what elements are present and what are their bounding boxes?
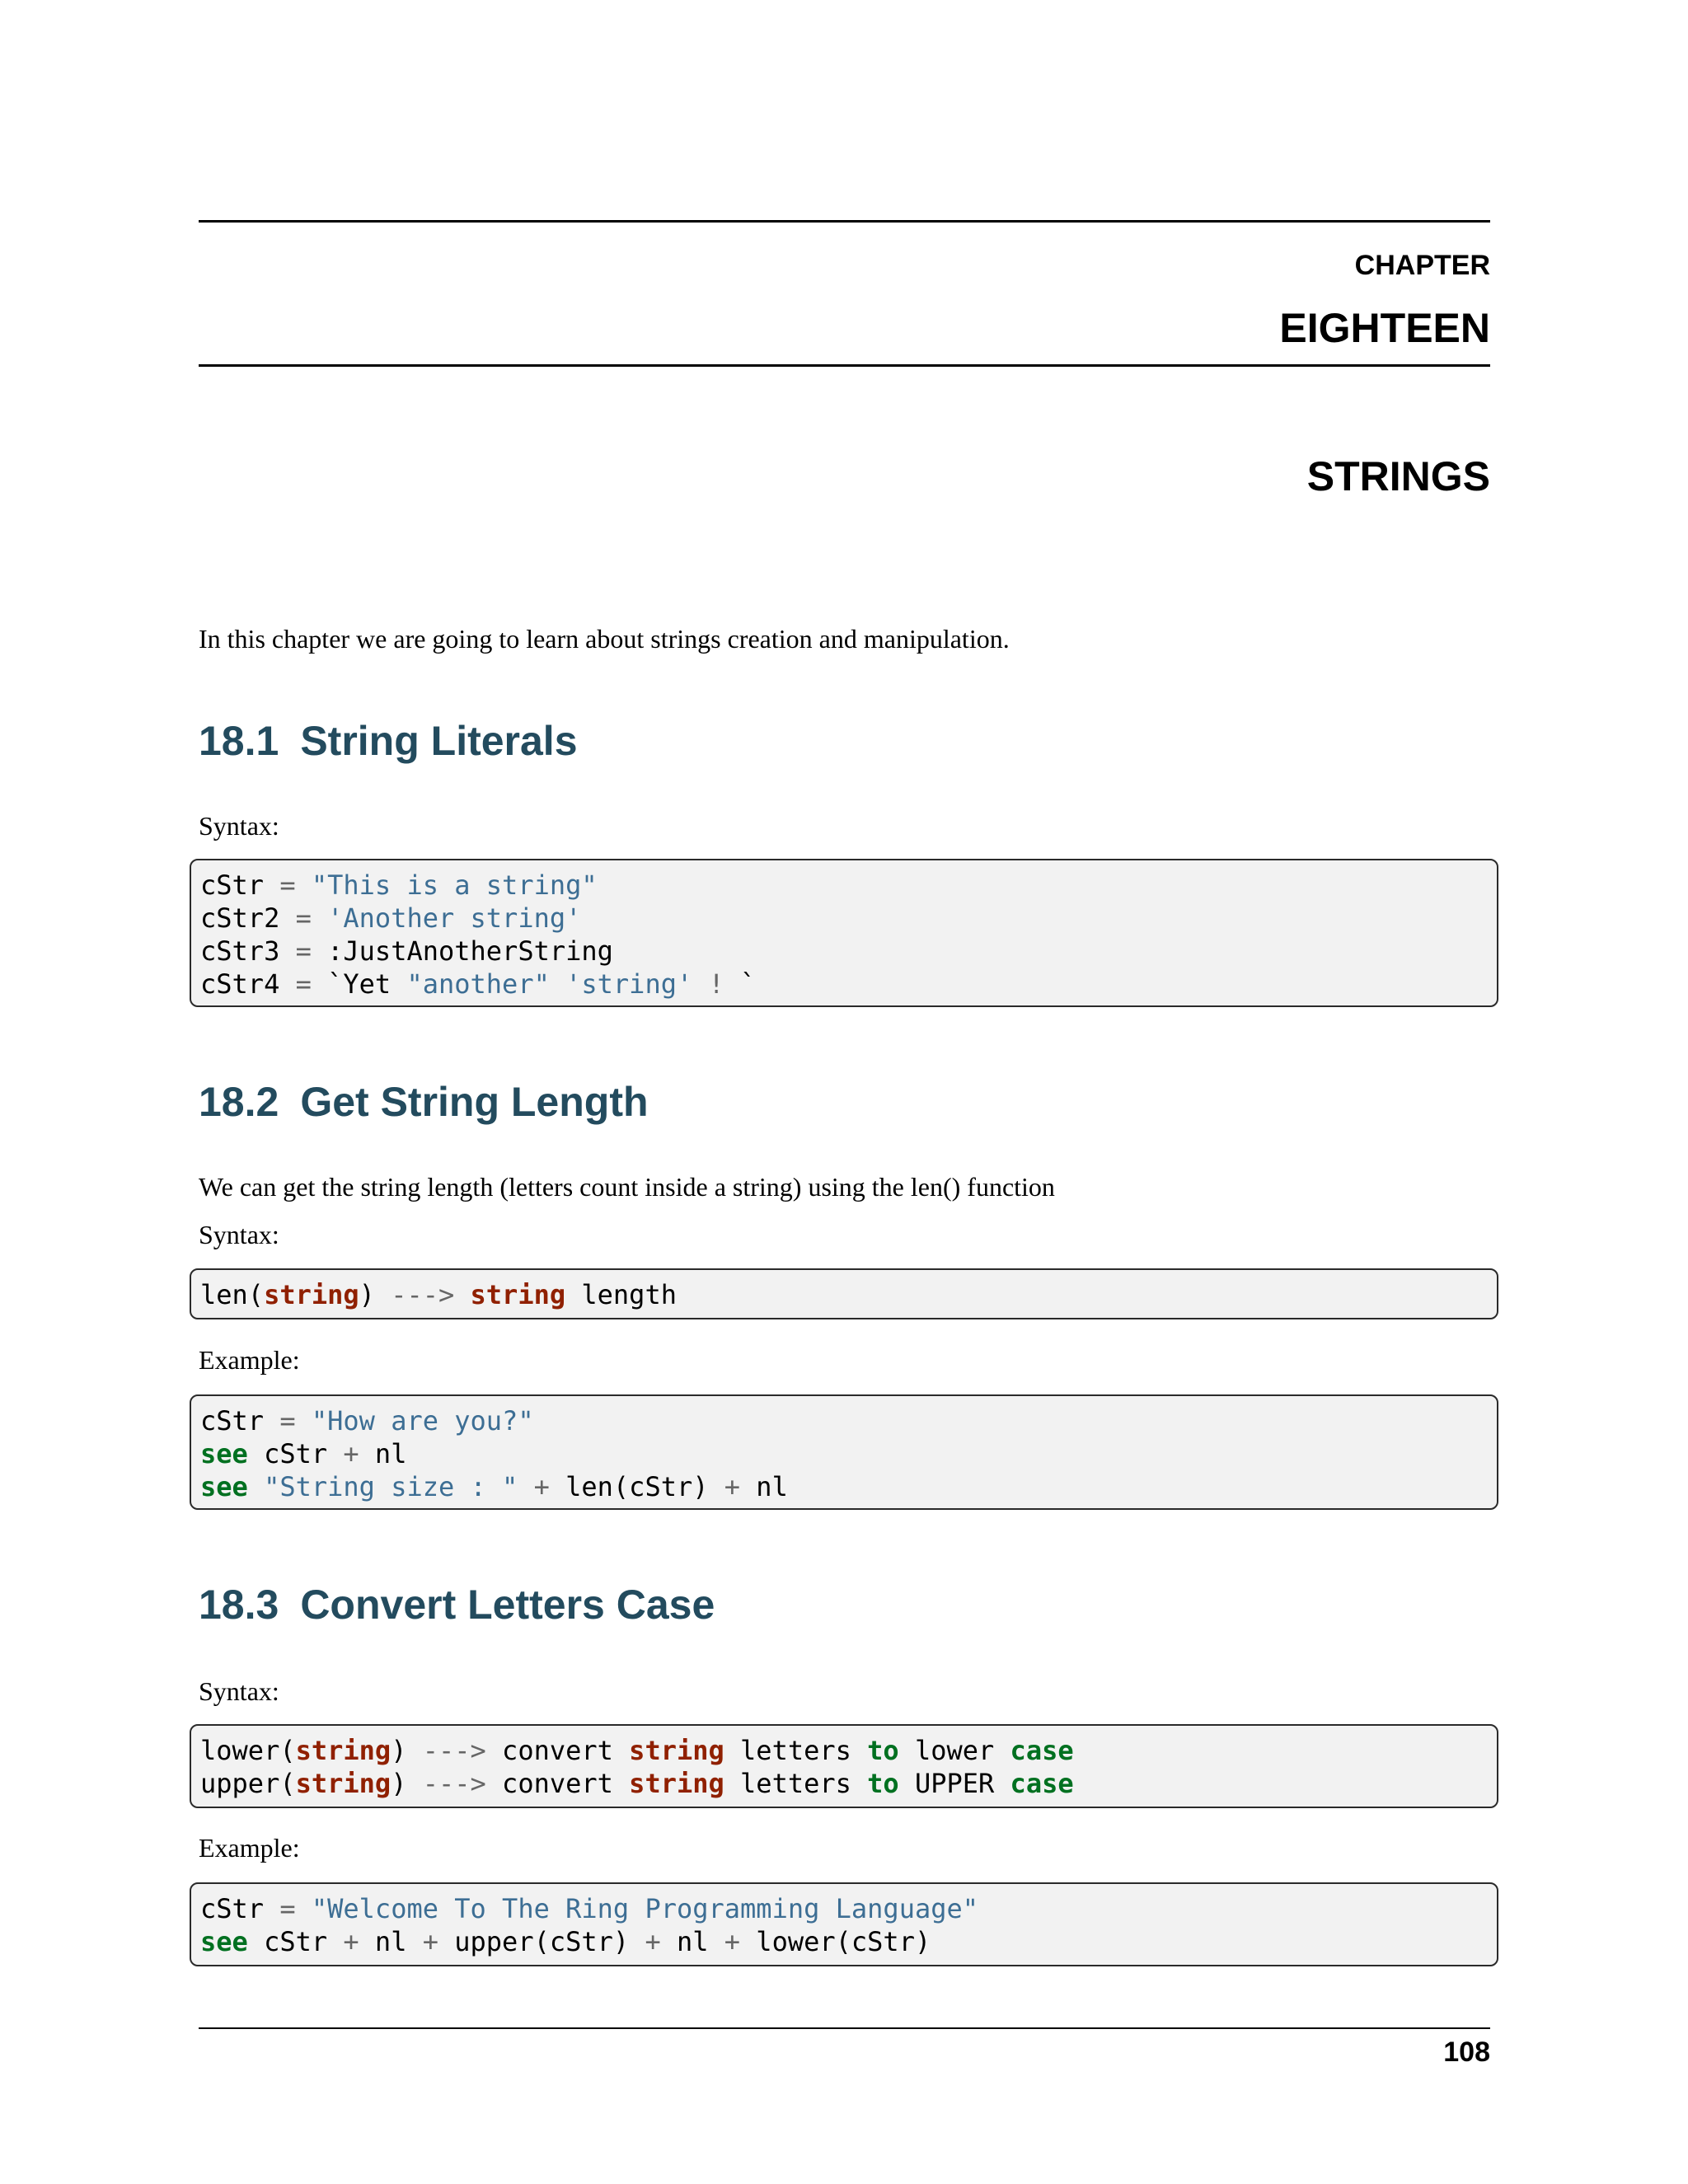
- code-token: cStr: [200, 1893, 280, 1924]
- code-token: --->: [422, 1735, 486, 1766]
- code-token: =: [295, 968, 312, 1000]
- code-line: [200, 968, 1497, 1001]
- section-number: 18.2: [199, 1079, 279, 1125]
- section-title: Get String Length: [300, 1079, 649, 1125]
- code-token: [296, 1893, 312, 1924]
- code-token: [550, 968, 565, 1000]
- chapter-label: CHAPTER: [1354, 250, 1490, 281]
- code-token: case: [1010, 1768, 1074, 1799]
- code-token: letters: [724, 1768, 868, 1799]
- code-line: [200, 1734, 1497, 1767]
- code-token: cStr: [200, 1405, 280, 1436]
- code-token: --->: [422, 1768, 486, 1799]
- example-label: Example:: [199, 1833, 300, 1863]
- intro-paragraph: In this chapter we are going to learn about strings creation and manipulation.: [199, 624, 1010, 654]
- section-heading-18-1: [199, 717, 578, 765]
- code-token: string: [295, 1768, 392, 1799]
- code-token: [248, 1471, 264, 1502]
- footer-rule: [199, 2027, 1490, 2029]
- code-block-string-literals: [190, 859, 1498, 1007]
- code-token: =: [279, 1405, 296, 1436]
- code-line: [200, 1925, 1497, 1958]
- code-token: "How are you?": [311, 1405, 534, 1436]
- code-block-case-example: [190, 1882, 1498, 1966]
- code-token: =: [295, 935, 312, 967]
- code-token: `: [724, 968, 757, 1000]
- chapter-top-rule: [199, 220, 1490, 223]
- code-line: [200, 1278, 1497, 1311]
- code-token: case: [1010, 1735, 1074, 1766]
- code-token: convert: [485, 1735, 630, 1766]
- code-token: lower(cStr): [740, 1926, 931, 1957]
- code-line: [200, 935, 1497, 968]
- code-token: =: [295, 902, 312, 934]
- code-token: +: [533, 1471, 550, 1502]
- code-block-len-syntax: [190, 1268, 1498, 1319]
- code-token: 'string': [565, 968, 693, 1000]
- code-token: ): [391, 1735, 423, 1766]
- code-token: convert: [485, 1768, 630, 1799]
- code-token: [454, 1279, 470, 1310]
- code-token: "String size : ": [264, 1471, 518, 1502]
- code-token: letters: [724, 1735, 868, 1766]
- code-token: nl: [660, 1926, 724, 1957]
- code-token: length: [565, 1279, 677, 1310]
- code-line: [200, 902, 1497, 935]
- section-number: 18.1: [199, 718, 279, 764]
- code-block-len-example: [190, 1394, 1498, 1510]
- code-token: [296, 1405, 312, 1436]
- code-token: string: [629, 1768, 724, 1799]
- code-token: upper(: [200, 1768, 296, 1799]
- code-block-case-syntax: [190, 1724, 1498, 1808]
- code-token: +: [422, 1926, 438, 1957]
- code-token: string: [629, 1735, 724, 1766]
- code-token: cStr: [200, 869, 280, 901]
- code-token: to: [867, 1735, 899, 1766]
- code-token: "another": [406, 968, 550, 1000]
- code-token: cStr2: [200, 902, 296, 934]
- code-token: +: [724, 1471, 741, 1502]
- code-token: to: [867, 1768, 899, 1799]
- code-token: string: [264, 1279, 359, 1310]
- code-token: nl: [740, 1471, 788, 1502]
- code-token: ): [391, 1768, 423, 1799]
- code-token: "This is a string": [311, 869, 598, 901]
- code-token: +: [343, 1438, 359, 1469]
- syntax-label: Syntax:: [199, 1676, 279, 1706]
- code-token: ): [359, 1279, 392, 1310]
- code-token: [296, 869, 312, 901]
- code-token: --->: [391, 1279, 455, 1310]
- code-token: upper(cStr): [438, 1926, 645, 1957]
- code-token: [692, 968, 708, 1000]
- code-token: nl: [359, 1438, 407, 1469]
- code-token: lower: [898, 1735, 1010, 1766]
- code-line: [200, 1437, 1497, 1470]
- code-token: cStr3: [200, 935, 296, 967]
- code-token: see: [200, 1438, 248, 1469]
- code-token: see: [200, 1926, 248, 1957]
- code-token: +: [724, 1926, 741, 1957]
- page-number: 108: [1443, 2036, 1490, 2068]
- code-token: cStr: [247, 1926, 344, 1957]
- code-token: string: [295, 1735, 392, 1766]
- code-token: nl: [359, 1926, 423, 1957]
- code-line: [200, 1470, 1497, 1503]
- chapter-title: STRINGS: [1306, 453, 1490, 499]
- code-token: see: [200, 1471, 248, 1502]
- code-token: cStr4: [200, 968, 296, 1000]
- code-line: [200, 1404, 1497, 1437]
- section-heading-18-2: [199, 1078, 649, 1126]
- code-token: lower(: [200, 1735, 296, 1766]
- code-token: +: [343, 1926, 359, 1957]
- section-title: String Literals: [300, 718, 578, 764]
- section-number: 18.3: [199, 1582, 279, 1628]
- section-title: Convert Letters Case: [300, 1582, 715, 1628]
- code-token: [518, 1471, 533, 1502]
- code-token: len(cStr): [549, 1471, 724, 1502]
- code-token: `Yet: [311, 968, 407, 1000]
- chapter-bottom-rule: [199, 364, 1490, 367]
- code-token: cStr: [247, 1438, 344, 1469]
- section-paragraph: We can get the string length (letters count inside a string) using the len() function: [199, 1172, 1055, 1202]
- code-token: 'Another string': [327, 902, 582, 934]
- code-token: UPPER: [898, 1768, 1010, 1799]
- code-token: =: [279, 869, 296, 901]
- code-token: !: [708, 968, 724, 1000]
- section-heading-18-3: [199, 1581, 715, 1629]
- code-token: [312, 902, 327, 934]
- code-line: [200, 1892, 1497, 1925]
- code-token: +: [645, 1926, 661, 1957]
- code-line: [200, 869, 1497, 902]
- syntax-label: Syntax:: [199, 811, 279, 841]
- syntax-label: Syntax:: [199, 1220, 279, 1249]
- example-label: Example:: [199, 1345, 300, 1375]
- code-token: string: [470, 1279, 566, 1310]
- chapter-number: EIGHTEEN: [1279, 305, 1490, 351]
- code-token: len(: [200, 1279, 265, 1310]
- code-token: "Welcome To The Ring Programming Language": [311, 1893, 979, 1924]
- code-line: [200, 1767, 1497, 1800]
- code-token: :JustAnotherString: [311, 935, 613, 967]
- code-token: =: [279, 1893, 296, 1924]
